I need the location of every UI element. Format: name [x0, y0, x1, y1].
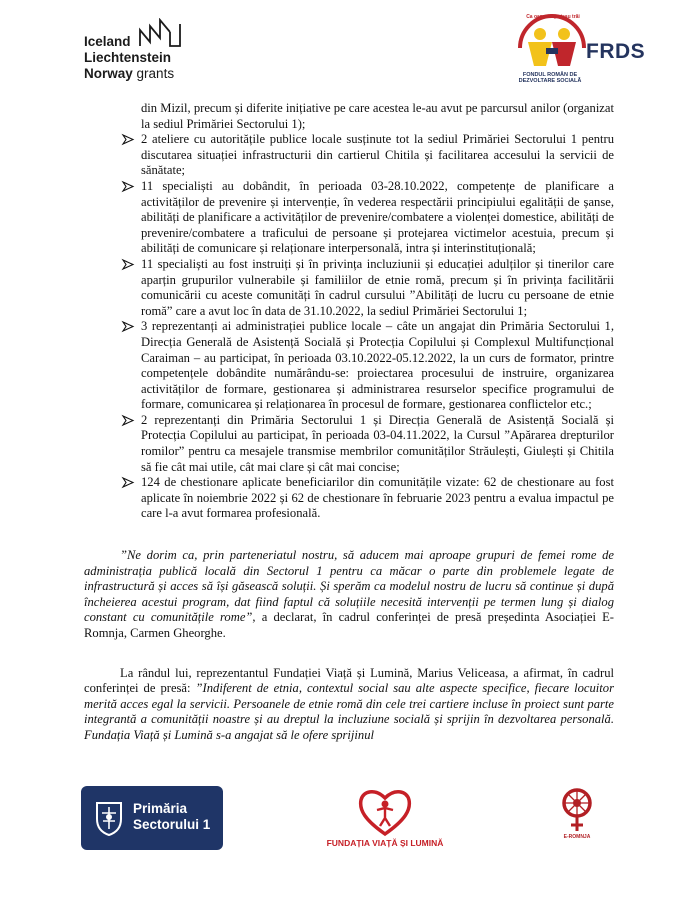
arrow-bullet-icon	[121, 179, 135, 194]
eea-norway: Norway	[84, 66, 133, 81]
statement-paragraph	[84, 666, 614, 744]
quote-text: ”Ne dorim ca, prin parteneriatul nostru, să aducem mai aproape grupuri de femei rome de administrația publică locală din Sectorul 1 pentru ca măcar o parte din problemele legate de infrastructură și acces să își găsească soluții. Și sperăm ca modelul nostru de lucru să continue și după încheierea acestui program, dat fiind faptul că soluțiile necesită intervenții pe termen lung și dialog constant cu comunitățile rome”	[84, 548, 614, 625]
list-item: 2 reprezentanți din Primăria Sectorului 1 și Direcția Generală de Asistență Socială și Protecția Copilului au participat, în perioada 03-04.11.2022, la Cursul ”Apărarea drepturilor romilor” pentru ca mesajele transmise membrilor comunităților Străulești, Giulești și Chitila să fie cât mai utile, cât mai clare și cât mai concise;	[84, 413, 614, 475]
bullet-list	[84, 132, 614, 522]
e-romnja-logo	[557, 786, 597, 846]
fundatia-viata-si-lumina-logo	[310, 786, 460, 858]
statement-intro: La rândul lui, reprezentantul Fundației Viață și Lumină, Marius Veliceasa, a afirmat, în cadrul conferinței de presă:	[84, 665, 614, 696]
eea-grants: grants	[136, 66, 175, 81]
frds-acronym: FRDS	[586, 40, 646, 63]
list-item: 3 reprezentanți ai administrației publice locale – câte un angajat din Primăria Sectorului 1, Direcția Generală de Asistență Socială și Protecția Copilului și Complexul Multifuncțional Caraiman – au participat, în perioada 03.10.2022-05.12.2022, la un curs de formator, printre competențele dobândite numărându-se: proiectarea procesului de instruire, organizarea activităților de formare, gestionarea și administrarea resurselor specifice programului de formare, comunicarea și relaționarea în procesul de formare, gestionarea conflictelor etc.;	[84, 319, 614, 413]
eea-liechtenstein: Liechtenstein	[84, 50, 172, 65]
primaria-line1: Primăria	[133, 801, 188, 816]
list-item: 124 de chestionare aplicate beneficiarilor din comunitățile vizate: 62 de chestionare au fost aplicate în noiembrie 2022 și 62 de chestionare în februarie 2023 pentru a evalua impactul pe care l-a avut formarea profesională.	[84, 475, 614, 522]
document-body	[84, 101, 614, 744]
arrow-bullet-icon	[121, 319, 135, 334]
list-item: 11 specialiști au dobândit, în perioada 03-28.10.2022, competențe de planificare a activităților de prevenire și intervenție, în vederea respectării principiului egalității de șanse, abilități de planificare a activităților de prevenire/combatere a violenței domestice, abilități de prevenire/combatere a traficului de persoane și protejarea victimelor acestuia, precum și abilități de comunicare și relaționare interpersonală, intra și interinstituțională;	[84, 179, 614, 257]
eea-mark-icon	[138, 18, 182, 48]
frds-subtitle: FONDUL ROMÂN DE DEZVOLTARE SOCIALĂ	[518, 72, 582, 84]
eromnja-label: E-ROMNJA	[563, 834, 591, 840]
quote-paragraph	[84, 548, 614, 642]
primaria-sector-1-logo	[81, 786, 223, 850]
fvl-label: FUNDAȚIA VIAȚĂ ȘI LUMINĂ	[326, 838, 444, 848]
list-item: 11 specialiști au fost instruiți și în privința incluziunii și educației adulților și tinerilor care aparțin grupurilor vulnerabile și familiilor de etnie romă, precum și în privința facilitării comunicării cu aceste comunități în cadrul cursului ”Abilități de lucru cu persoane de etnie romă” care a avut loc în data de 31.10.2022, la sediul Primăriei Sectorului 1;	[84, 257, 614, 319]
arrow-bullet-icon	[121, 413, 135, 428]
quote-attribution: , a declarat, în cadrul conferinței de presă președinta Asociației E-Romnja, Carmen Gheorghe.	[84, 610, 615, 640]
statement-quote: ”Indiferent de etnia, contextul social sau alte aspecte specifice, fiecare locuitor merită acces egal la servicii. Persoanele de etnie romă din cele trei cartiere incluse în proiect sunt parte integrantă a comunității noastre și au dreptul la incluziune socială și sprijin în dezvoltarea personală. Fundația Viață și Lumină s-a angajat să le ofere sprijinul	[84, 681, 614, 742]
crest-icon	[93, 799, 125, 837]
arrow-bullet-icon	[121, 132, 135, 147]
heart-person-icon	[355, 786, 415, 838]
arrow-bullet-icon	[121, 257, 135, 272]
frds-top-text: Ca oamenii puteau trăi	[526, 14, 580, 20]
list-item: 2 ateliere cu autoritățile publice locale susținute tot la sediul Primăriei Sectorului 1 pentru discutarea situației infrastructurii din cartierul Chitila și facilitarea accesului la servicii de sănătate;	[84, 132, 614, 179]
frds-emblem-icon	[510, 12, 594, 74]
eea-grants-logo	[84, 16, 224, 86]
frds-logo	[506, 10, 646, 90]
primaria-line2: Sectorului 1	[133, 817, 211, 832]
venus-wheel-icon	[557, 786, 597, 834]
arrow-bullet-icon	[121, 475, 135, 490]
eea-iceland: Iceland	[84, 34, 131, 49]
continuation-paragraph: din Mizil, precum și diferite inițiative pe care acestea le-au avut pe parcursul anilor (organizat la sediul Primăriei Sectorului 1);	[141, 101, 614, 131]
